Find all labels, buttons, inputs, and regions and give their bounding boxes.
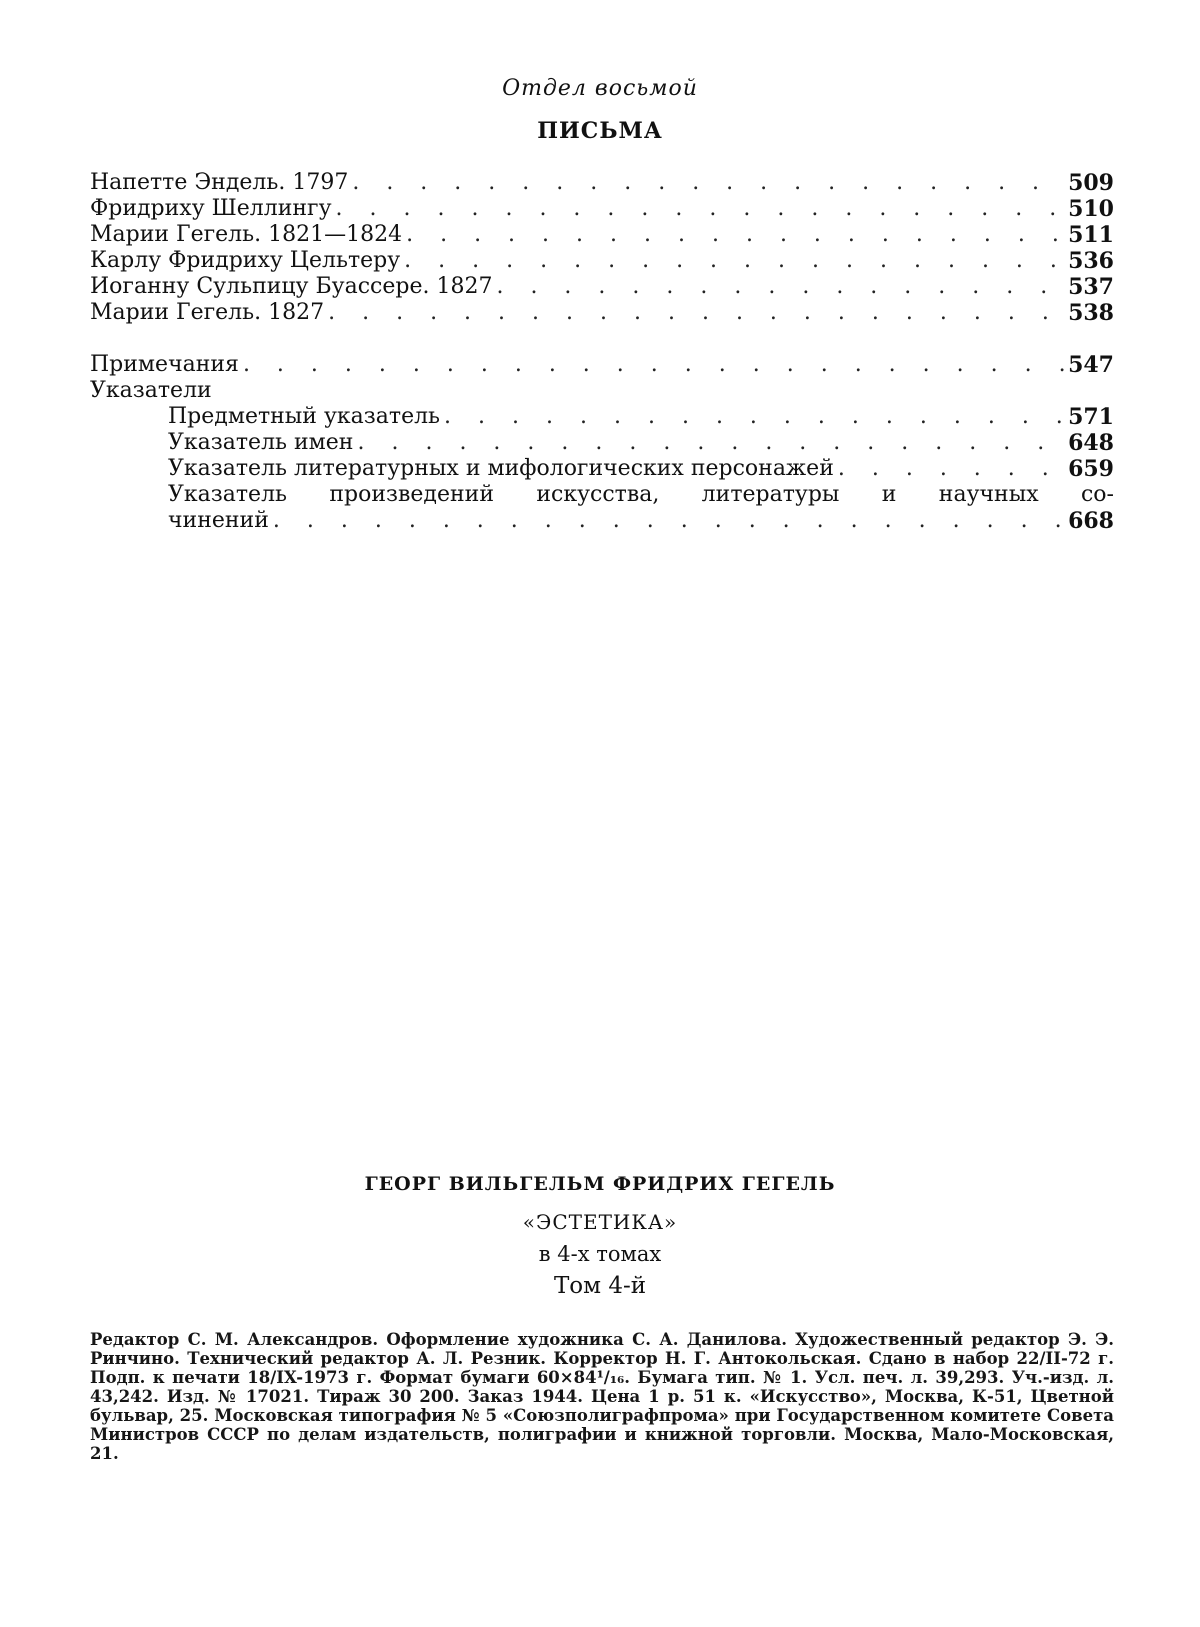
leader-dots [336, 196, 1066, 222]
toc-entry [90, 404, 1114, 430]
leader-dots [496, 274, 1066, 300]
toc-entry-page: 537 [1068, 274, 1114, 300]
toc-entry-title: Карлу Фридриху Цельтеру [90, 248, 404, 274]
toc-entry-page: 659 [1068, 456, 1114, 482]
toc-entry-title: Марии Гегель. 1821—1824 [90, 222, 406, 248]
leader-dots [444, 404, 1066, 430]
toc-entry-works-index-cont [90, 508, 1114, 534]
toc-entry-title: Предметный указатель [168, 404, 444, 430]
toc-entry-notes [90, 352, 1114, 378]
toc-entry [90, 430, 1114, 456]
toc-entry-title: Указатель литературных и мифологических персонажей [168, 456, 838, 482]
toc-entry [90, 456, 1114, 482]
toc-entry-title: Фридриху Шеллингу [90, 196, 336, 222]
section-title: ПИСЬМА [537, 118, 663, 144]
toc-entry [90, 222, 1114, 248]
leader-dots [243, 352, 1066, 378]
leader-dots [328, 300, 1066, 326]
leader-dots [838, 456, 1066, 482]
toc-entry-page: 511 [1068, 222, 1114, 248]
toc-entry-title: Иоганну Сульпицу Буассере. 1827 [90, 274, 496, 300]
toc-entry-works-index [90, 482, 1114, 508]
toc-entry [90, 300, 1114, 326]
colophon-volumes: в 4-х томах [538, 1242, 662, 1266]
leader-dots [406, 222, 1066, 248]
toc-entry-title: Марии Гегель. 1827 [90, 300, 328, 326]
imprint-text: Редактор С. М. Александров. Оформление художника С. А. Данилова. Художественный редактор Э. Э. Ринчино. Технический редактор А. Л. Резник. Корректор Н. Г. Антокольская. Сдано в набор 22/II-72 г. Подп. к печати 18/IX-1973 г. Формат бумаги 60×84¹/₁₆. Бумага тип. № 1. Усл. печ. л. 39,293. Уч.-изд. л. 43,242. Изд. № 17021. Тираж 30 200. Заказ 1944. Цена 1 р. 51 к. «Искусство», Москва, К-51, Цветной бульвар, 25. Московская типография № 5 «Союзполиграфпрома» при Государственном комитете Совета Министров СССР по делам издательств, полиграфии и книжной торговли. Москва, Мало-Московская, 21. [90, 1330, 1114, 1463]
colophon-title: «ЭСТЕТИКА» [522, 1210, 678, 1234]
leader-dots [352, 170, 1066, 196]
colophon-volume: Том 4-й [553, 1273, 647, 1299]
toc-entry-title: Примечания [90, 352, 243, 378]
toc-entry-page: 510 [1068, 196, 1114, 222]
toc-entry [90, 248, 1114, 274]
colophon-author: ГЕОРГ ВИЛЬГЕЛЬМ ФРИДРИХ ГЕГЕЛЬ [364, 1173, 836, 1195]
toc-entry-title: Напетте Эндель. 1797 [90, 170, 352, 196]
toc-entry-title-line1: Указатель произведений искусства, литературы и научных со- [168, 482, 1114, 507]
toc-entry [90, 274, 1114, 300]
toc-entry-page: 538 [1068, 300, 1114, 326]
indexes-heading: Указатели [90, 378, 212, 403]
leader-dots [404, 248, 1066, 274]
toc-entry-page: 536 [1068, 248, 1114, 274]
back-matter-toc [90, 352, 1114, 534]
toc-entry-page: 547 [1068, 352, 1114, 378]
toc-entry-title: Указатель имен [168, 430, 357, 456]
toc-entry-page: 668 [1068, 508, 1114, 534]
toc-entry-title-line2: чинений [168, 508, 273, 534]
toc-entry-page: 571 [1068, 404, 1114, 430]
leader-dots [357, 430, 1066, 456]
section-label: Отдел восьмой [502, 76, 698, 101]
leader-dots [273, 508, 1066, 534]
toc-entry-page: 648 [1068, 430, 1114, 456]
letters-toc [90, 170, 1114, 326]
toc-entry [90, 170, 1114, 196]
toc-entry [90, 196, 1114, 222]
toc-entry-page: 509 [1068, 170, 1114, 196]
